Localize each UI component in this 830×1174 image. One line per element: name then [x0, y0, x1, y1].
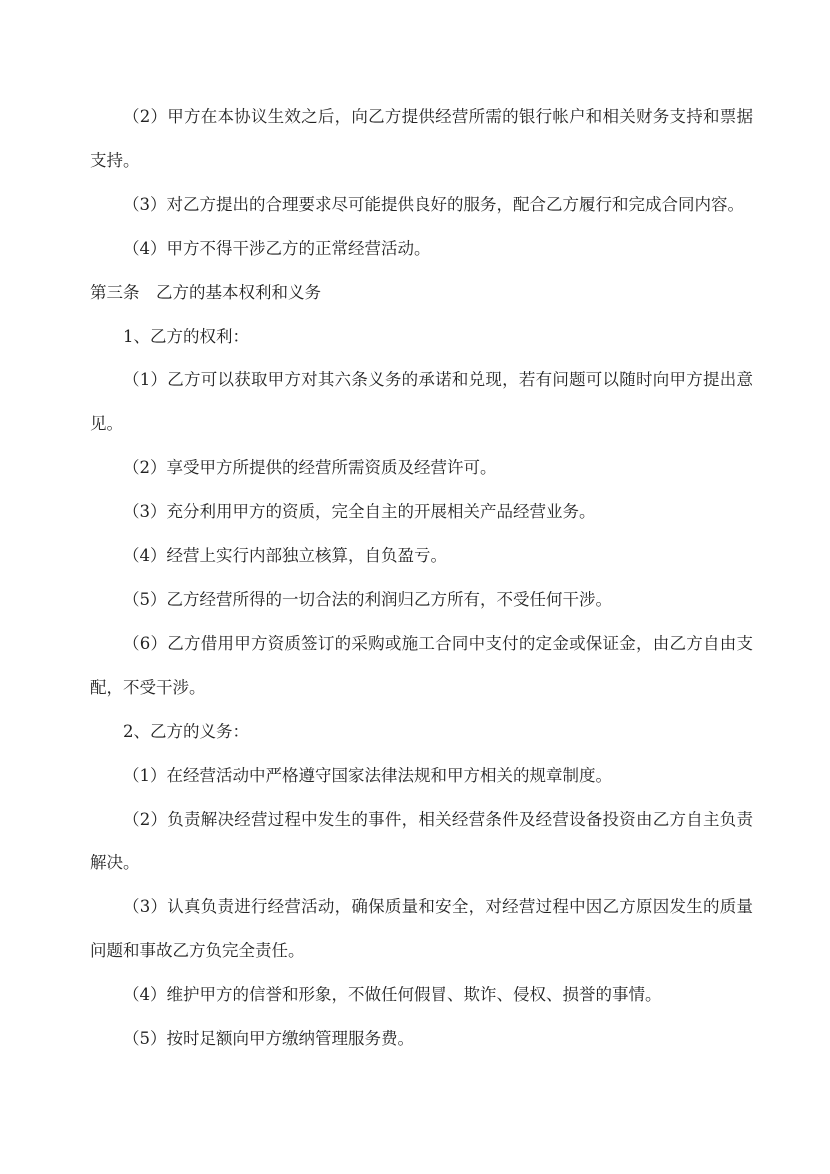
paragraph: （2）负责解决经营过程中发生的事件，相关经营条件及经营设备投资由乙方自主负责解决。: [90, 809, 753, 873]
paragraph: 2、乙方的义务：: [123, 721, 249, 741]
paragraph: （4）维护甲方的信誉和形象，不做任何假冒、欺诈、侵权、损誉的事情。: [123, 985, 662, 1005]
paragraph: （6）乙方借用甲方资质签订的采购或施工合同中支付的定金或保证金，由乙方自由支配，不受干涉。: [90, 633, 753, 697]
paragraph: 1、乙方的权利：: [123, 326, 249, 346]
paragraph: （5）乙方经营所得的一切合法的利润归乙方所有，不受任何干涉。: [123, 589, 612, 609]
paragraph: （3）充分利用甲方的资质，完全自主的开展相关产品经营业务。: [123, 502, 596, 522]
paragraph: （4）经营上实行内部独立核算，自负盈亏。: [123, 546, 447, 566]
paragraph: （3）对乙方提出的合理要求尽可能提供良好的服务，配合乙方履行和完成合同内容。: [123, 194, 744, 214]
paragraph: （4）甲方不得干涉乙方的正常经营活动。: [123, 238, 431, 258]
document-page: [90, 95, 753, 1061]
paragraph: （2）甲方在本协议生效之后，向乙方提供经营所需的银行帐户和相关财务支持和票据支持。: [90, 107, 753, 170]
section-heading: 第三条 乙方的基本权利和义务: [90, 282, 321, 302]
paragraph: （1）乙方可以获取甲方对其六条义务的承诺和兑现，若有问题可以随时向甲方提出意见。: [90, 370, 753, 434]
paragraph: （5）按时足额向甲方缴纳管理服务费。: [123, 1029, 414, 1049]
paragraph: （1）在经营活动中严格遵守国家法律法规和甲方相关的规章制度。: [123, 765, 612, 785]
paragraph: （3）认真负责进行经营活动，确保质量和安全，对经营过程中因乙方原因发生的质量问题和事故乙方负完全责任。: [90, 897, 753, 961]
paragraph: （2）享受甲方所提供的经营所需资质及经营许可。: [123, 458, 497, 478]
